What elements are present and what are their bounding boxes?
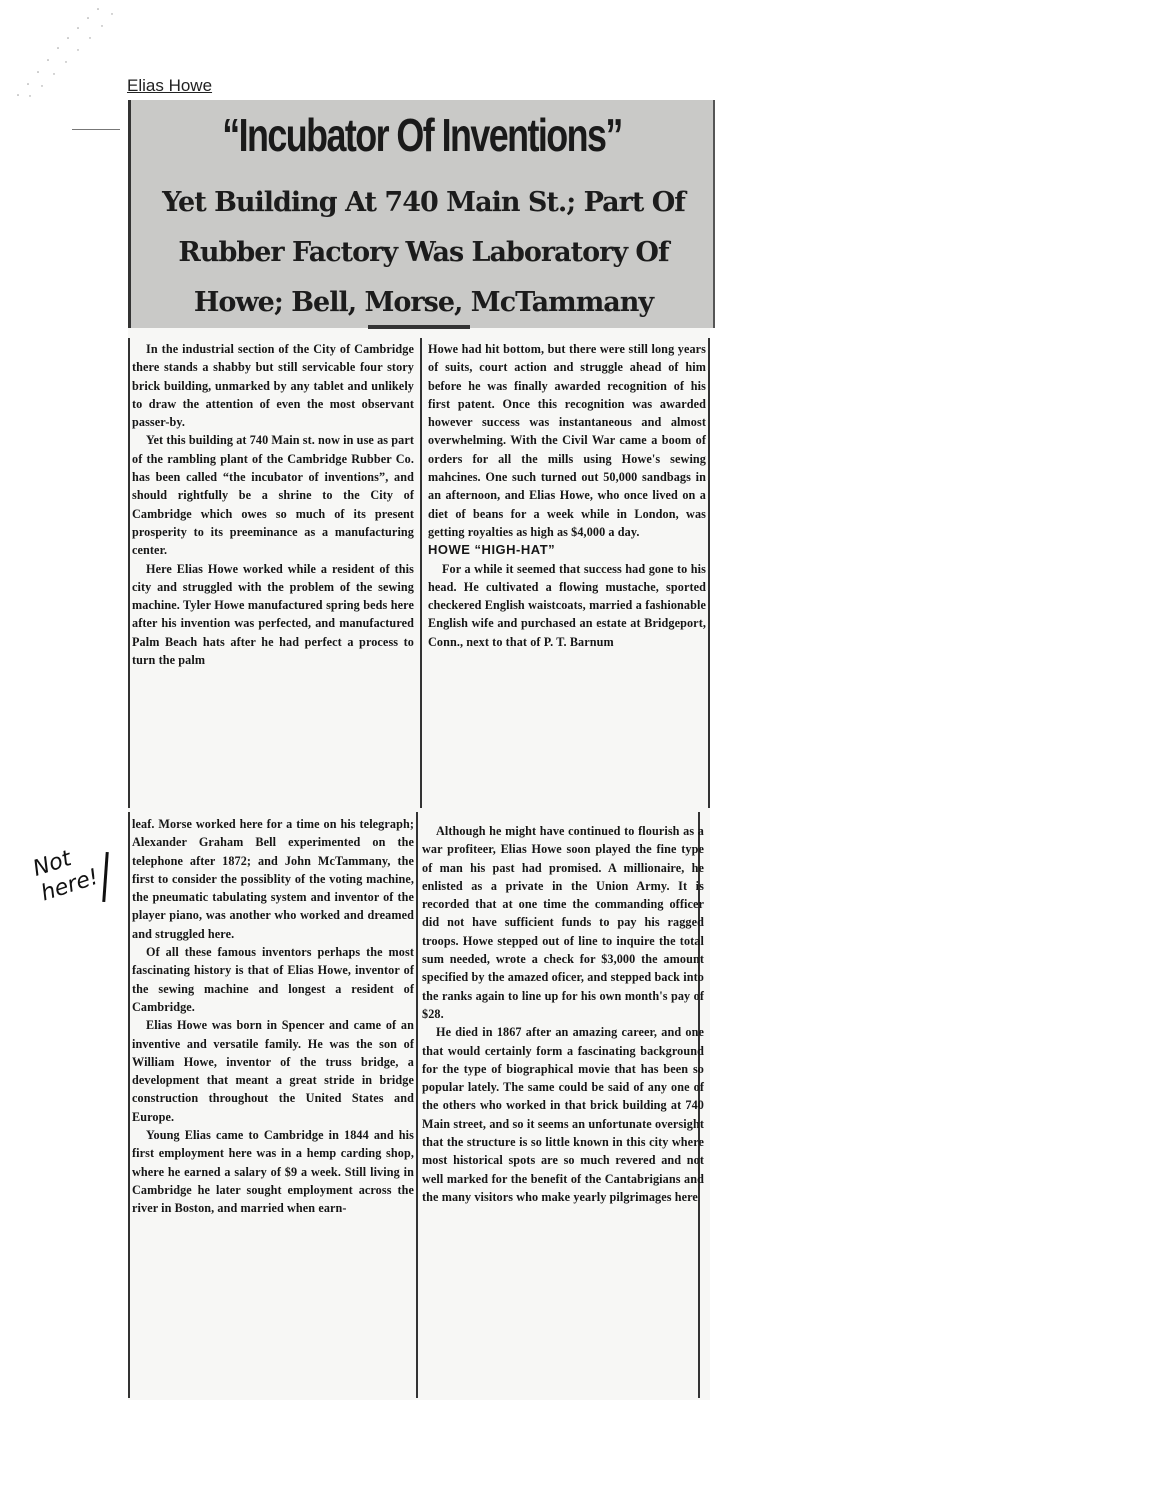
subhead: Yet Building At 740 Main St.; Part Of Rubber Factory Was Laboratory Of Howe; Bell, Morse, McTammany [162, 187, 685, 318]
paragraph: leaf. Morse worked here for a time on his telegraph; Alexander Graham Bell experimented on the telephone after 1872; and John McTammany, the first to consider the possiblity of the voting machine, the pneumatic tabulating system and inventor of the player piano, was another who worked and dreamed and struggled here. [132, 817, 414, 941]
column-divider [128, 338, 130, 808]
paragraph: Yet this building at 740 Main st. now in use as part of the rambling plant of the Cambridge Rubber Co. has been called “the incubator of inventions”, and should rightfully be a shrine to the City of Cambridge which owes so much of its present prosperity to its preeminance as a manufacturing center. [132, 433, 414, 558]
column-d [422, 822, 704, 1206]
paragraph: Young Elias came to Cambridge in 1844 and his first employment here was in a hemp carding shop, where he earned a salary of $9 a week. Still living in Cambridge he later sought employment across the river in Boston, and married when earn- [132, 1128, 414, 1216]
column-a [132, 340, 414, 669]
paragraph: Elias Howe was born in Spencer and came of an inventive and versatile family. He was the son of William Howe, inventor of the truss bridge, a development that meant a great stride in bridge construction throughout the United States and Europe. [132, 1018, 414, 1124]
headline-box [128, 100, 715, 328]
column-c [132, 815, 414, 1218]
stray-mark [72, 129, 120, 130]
scan-specks [0, 0, 120, 110]
rule-ornament [368, 325, 470, 329]
column-divider [128, 812, 130, 1398]
paragraph: He died in 1867 after an amazing career, and one that would certainly form a fascinating background for the type of biographical movie that has been so popular lately. The same could be said of any one of the others who worked in that brick building at 740 Main street, and so it seems an unfortunate oversight that the structure is so little known in this city where most historical spots are so much revered and not well marked for the benefit of the Cantabrigians and the many visitors who make yearly pilgrimages here [422, 1025, 704, 1204]
paragraph: Here Elias Howe worked while a resident of this city and struggled with the problem of the sewing machine. Tyler Howe manufactured spring beds here after his invention was perfected, and manufactured Palm Beach hats after he had perfect a process to turn the palm [132, 561, 414, 668]
paragraph: Howe had hit bottom, but there were still long years of suits, court action and struggle ahead of him before he was finally awarded recognition of his first patent. Once this recognition was awarded however success was instantaneous and almost overwhelming. With the Civil War came a boom of orders for all the mills using Howe's sewing mahcines. One such turned out 50,000 sandbags in an afternoon, and Elias Howe, who once lived on a diet of beans for a week while in London, was getting royalties as high as $4,000 a day. [428, 342, 706, 539]
handwritten-note: Not here! [30, 846, 102, 907]
page-label: Elias Howe [127, 76, 213, 95]
section-subhead: HOWE “HIGH-HAT” [428, 542, 556, 558]
column-divider [416, 812, 418, 1398]
column-divider [420, 338, 422, 808]
paragraph: For a while it seemed that success had gone to his head. He cultivated a flowing mustache, sported checkered English waistcoats, married a fashionable English wife and purchased an estate at Bridgeport, Conn., next to that of P. T. Barnum [428, 561, 706, 649]
column-divider [708, 338, 710, 808]
paragraph: Of all these famous inventors perhaps the most fascinating history is that of Elias Howe, inventor of the sewing machine and longest a resident of Cambridge. [132, 945, 414, 1014]
column-b [428, 340, 706, 651]
paragraph: Although he might have continued to flourish as a war profiteer, Elias Howe soon played the fine type of man his past had promised. A millionaire, he enlisted as a private in the Union Army. It is recorded that at one time the commanding officer did not have sufficient funds to pay his ragged troops. Howe stepped out of line to inquire the total sum needed, wrote a check for $3,000 the amount specified by the amazed oficer, and stepped back into the ranks again to line up for his own month's pay of $28. [422, 824, 704, 1021]
headline: “Incubator Of Inventions” [222, 109, 622, 161]
paragraph: In the industrial section of the City of Cambridge there stands a shabby but still servicable four story brick building, unmarked by any tablet and unlikely to draw the attention of even the most observant passer-by. [132, 342, 414, 430]
